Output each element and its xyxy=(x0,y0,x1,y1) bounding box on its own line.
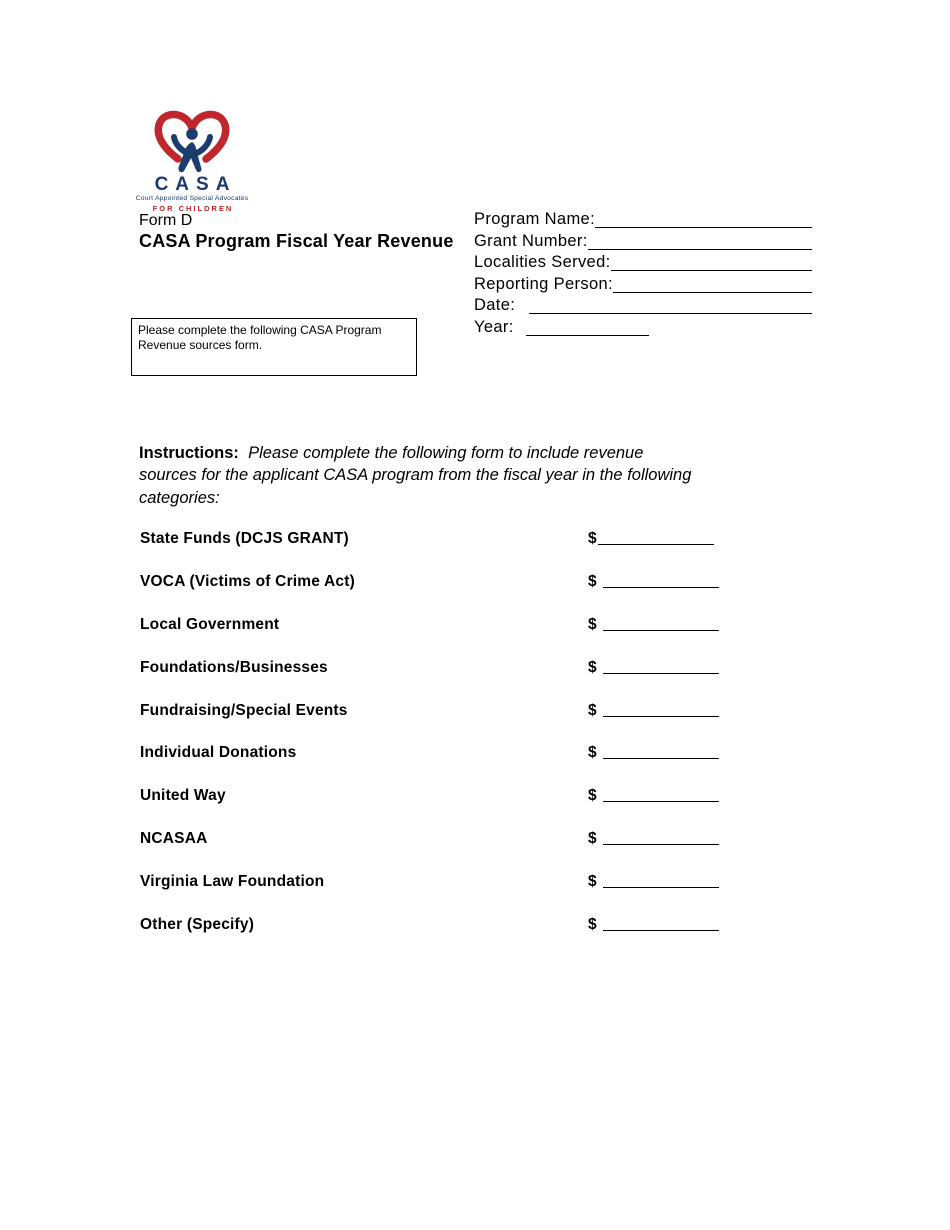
revenue-label: Foundations/Businesses xyxy=(140,658,328,676)
amount-input-line[interactable] xyxy=(603,844,719,845)
dollar-sign: $ xyxy=(588,744,597,762)
amount-input-line[interactable] xyxy=(598,544,714,545)
amount-cell xyxy=(588,915,719,934)
revenue-row-virginia-law-foundation xyxy=(140,872,740,915)
field-label: Program Name: xyxy=(474,210,596,228)
amount-cell xyxy=(588,529,714,548)
dollar-sign: $ xyxy=(588,658,597,676)
dollar-sign: $ xyxy=(588,787,597,805)
revenue-row-fundraising-special-events xyxy=(140,701,740,744)
amount-input-line[interactable] xyxy=(603,716,719,717)
revenue-row-ncasaa xyxy=(140,829,740,872)
amount-input-line[interactable] xyxy=(603,801,719,802)
field-label: Date: xyxy=(474,296,516,314)
note-text: Please complete the following CASA Program Revenue sources form. xyxy=(138,323,382,352)
amount-cell xyxy=(588,701,719,720)
amount-input-line[interactable] xyxy=(603,587,719,588)
revenue-label: Other (Specify) xyxy=(140,916,255,934)
revenue-label: Fundraising/Special Events xyxy=(140,701,348,719)
revenue-row-individual-donations xyxy=(140,743,740,786)
dollar-sign: $ xyxy=(588,873,597,891)
revenue-label: State Funds (DCJS GRANT) xyxy=(140,530,349,547)
field-row-date xyxy=(474,295,812,317)
year-input-line[interactable] xyxy=(526,334,649,336)
instructions-text: Please complete the following form to include revenue sources for the applicant CASA program from the fiscal year in the following categories: xyxy=(139,444,692,507)
amount-cell xyxy=(588,829,719,848)
field-label: Localities Served: xyxy=(474,253,611,271)
amount-cell xyxy=(588,786,719,805)
field-row-reporting-person xyxy=(474,274,812,296)
program-name-input-line[interactable] xyxy=(595,226,812,228)
revenue-table xyxy=(140,529,740,958)
revenue-row-united-way xyxy=(140,786,740,829)
revenue-label: United Way xyxy=(140,787,226,805)
field-label: Grant Number: xyxy=(474,231,588,250)
logo-subtagline: FOR CHILDREN xyxy=(152,204,234,213)
amount-cell xyxy=(588,743,719,762)
revenue-row-other-specify xyxy=(140,915,740,958)
field-row-year xyxy=(474,317,812,339)
logo-tagline: Court Appointed Special Advocates xyxy=(135,195,249,202)
localities-served-input-line[interactable] xyxy=(611,269,812,271)
dollar-sign: $ xyxy=(588,572,597,590)
amount-input-line[interactable] xyxy=(603,930,719,931)
casa-logo xyxy=(134,106,250,213)
revenue-label: NCASAA xyxy=(140,830,208,848)
instructions xyxy=(139,442,701,509)
dollar-sign: $ xyxy=(588,830,597,848)
dollar-sign: $ xyxy=(588,615,597,633)
instructions-label: Instructions: xyxy=(139,444,239,462)
dollar-sign: $ xyxy=(588,530,597,547)
amount-input-line[interactable] xyxy=(603,758,719,759)
amount-input-line[interactable] xyxy=(603,887,719,888)
page-title: CASA Program Fiscal Year Revenue xyxy=(139,231,454,251)
revenue-label: Virginia Law Foundation xyxy=(140,873,325,891)
reporting-person-input-line[interactable] xyxy=(613,291,812,293)
revenue-label: VOCA (Victims of Crime Act) xyxy=(140,572,355,590)
field-row-localities-served xyxy=(474,252,812,274)
dollar-sign: $ xyxy=(588,701,597,719)
revenue-row-foundations-businesses xyxy=(140,658,740,701)
logo-org-name: CASA xyxy=(154,174,237,195)
field-label: Reporting Person: xyxy=(474,274,613,293)
amount-cell xyxy=(588,615,719,634)
field-label: Year: xyxy=(474,317,514,336)
revenue-label: Local Government xyxy=(140,615,280,633)
heart-figure-icon xyxy=(148,106,236,174)
revenue-label: Individual Donations xyxy=(140,744,297,762)
amount-input-line[interactable] xyxy=(603,673,719,674)
amount-cell xyxy=(588,872,719,891)
amount-cell xyxy=(588,572,719,591)
grant-number-input-line[interactable] xyxy=(588,248,812,250)
revenue-row-state-funds xyxy=(140,529,740,572)
form-label: Form D xyxy=(139,212,193,229)
amount-cell xyxy=(588,658,719,677)
date-input-line[interactable] xyxy=(529,312,812,314)
field-row-program-name xyxy=(474,209,812,231)
header-fields xyxy=(474,209,812,338)
revenue-row-local-government xyxy=(140,615,740,658)
note-box xyxy=(131,318,417,376)
dollar-sign: $ xyxy=(588,916,597,934)
revenue-row-voca xyxy=(140,572,740,615)
field-row-grant-number xyxy=(474,231,812,253)
amount-input-line[interactable] xyxy=(603,630,719,631)
